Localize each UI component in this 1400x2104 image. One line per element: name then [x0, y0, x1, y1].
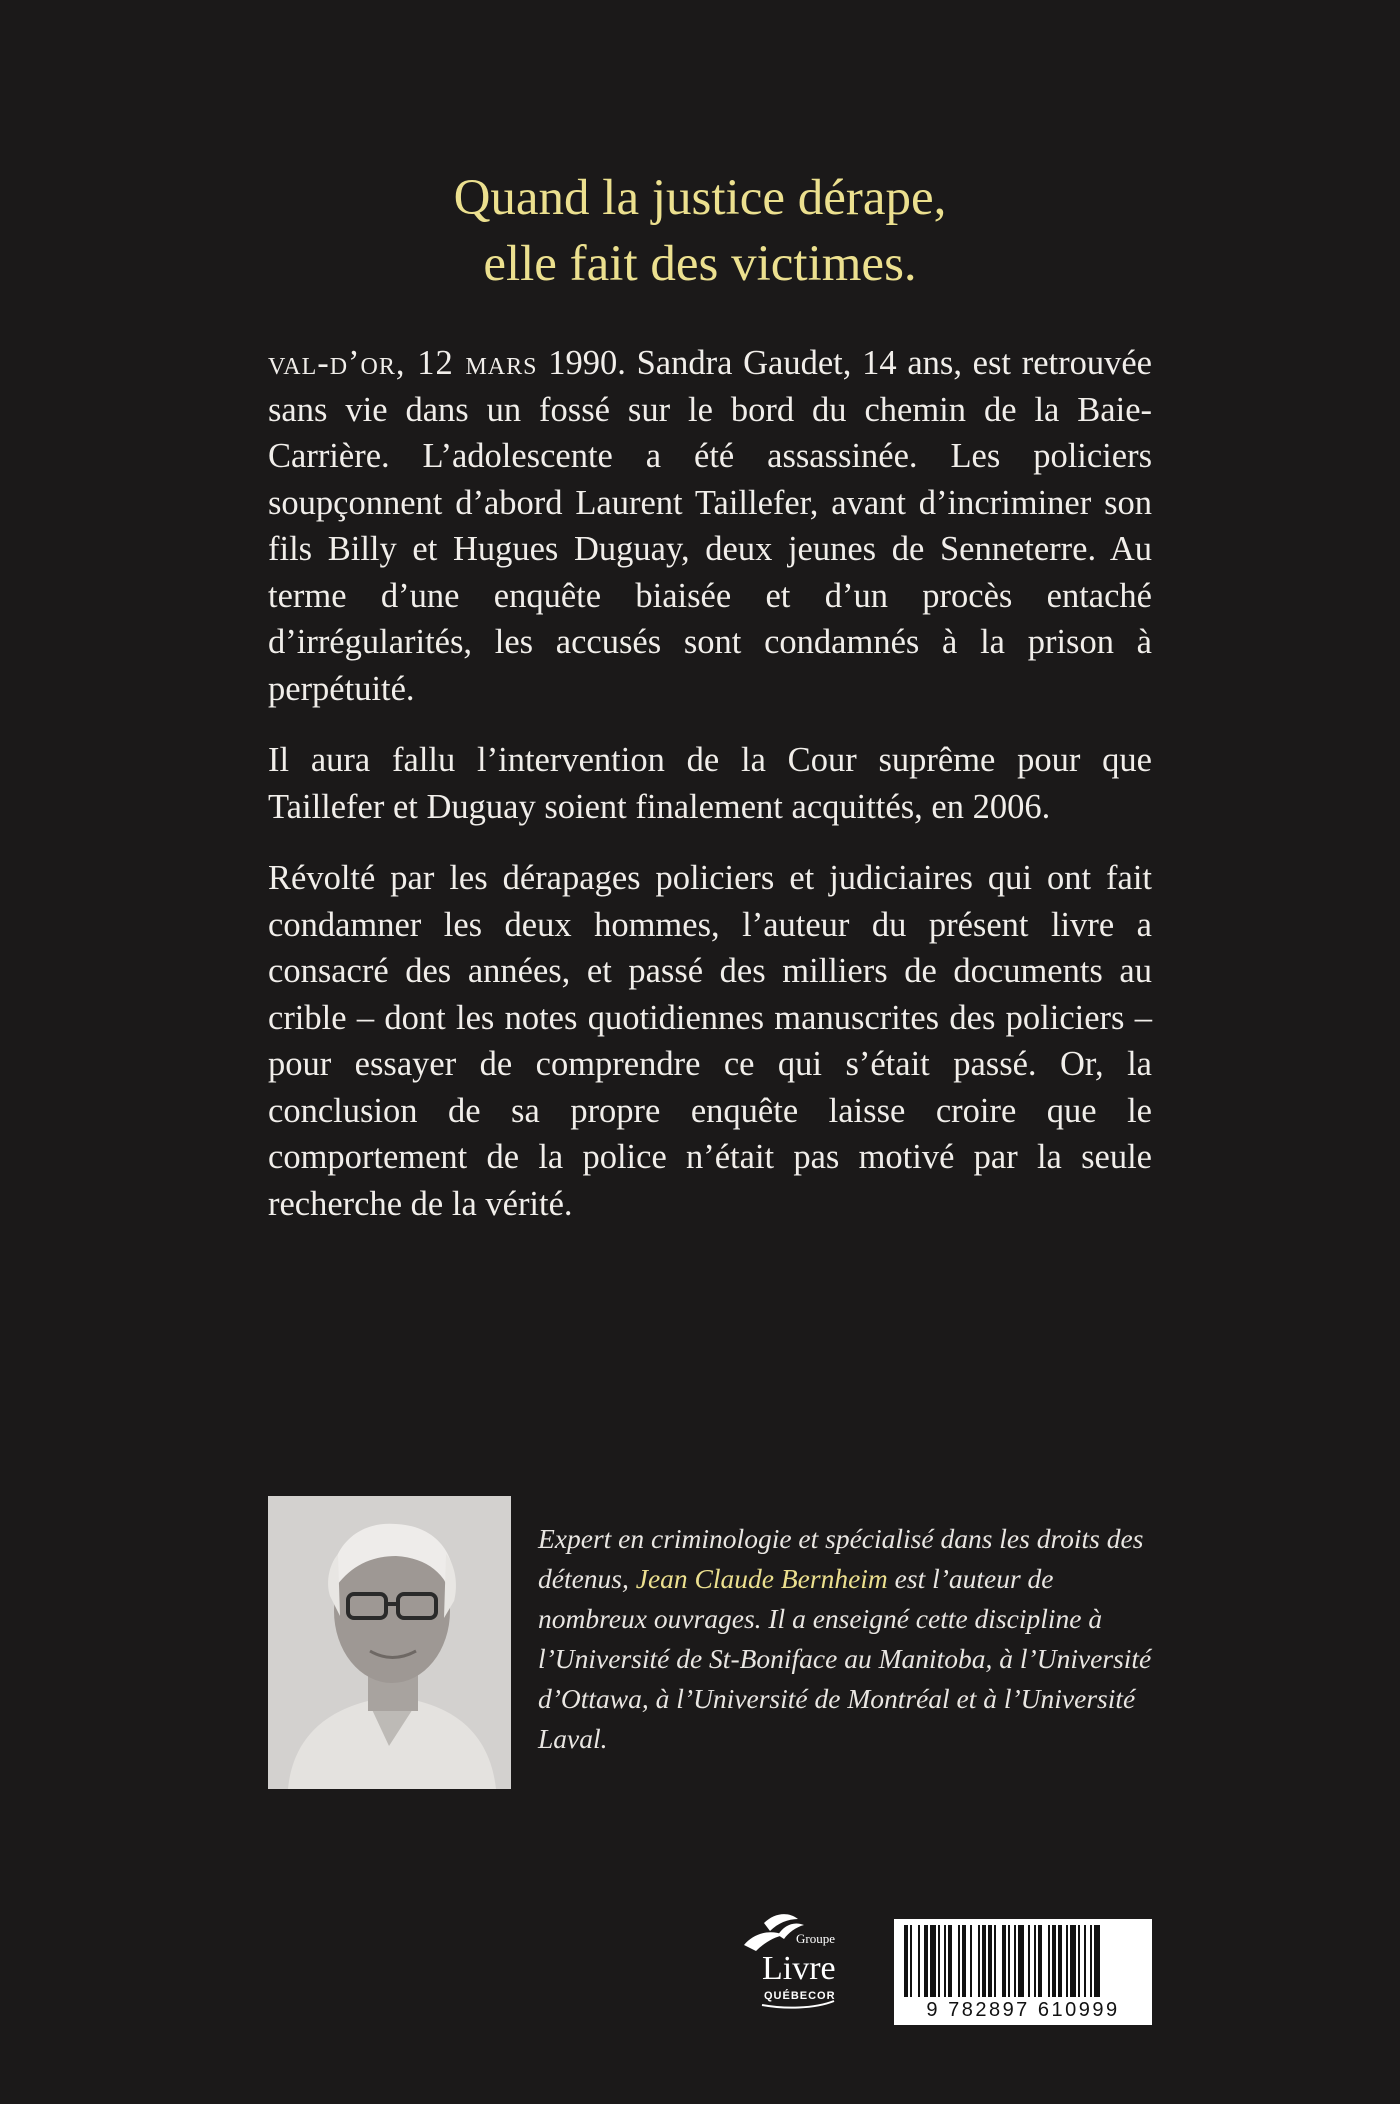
logo-groupe: Groupe [796, 1931, 835, 1946]
synopsis [268, 340, 1152, 1252]
leaf-icon [744, 1932, 784, 1951]
author-bio [538, 1519, 1158, 1759]
synopsis-paragraph-3: Révolté par les dérapages policiers et judiciaires qui ont fait condamner les deux hommes, l’auteur du présent livre a consacré des années, et passé des milliers de documents au crible – dont les notes quotidiennes manuscrites des policiers – pour essayer de comprendre ce qui s’était passé. Or, la conclusion de sa propre enquête laisse croire que le comportement de la police n’était pas motivé par la seule recherche de la vérité. [268, 859, 1152, 1223]
author-portrait-icon [268, 1496, 511, 1789]
publisher-logo [734, 1905, 854, 2015]
isbn-number: 9 782897 610999 [926, 1999, 1120, 2021]
synopsis-paragraph-2: Il aura fallu l’intervention de la Cour suprême pour que Taillefer et Duguay soient finalement acquittés, en 2006. [268, 741, 1152, 826]
barcode-icon [894, 1919, 1152, 1999]
logo-livre: Livre [762, 1950, 836, 1987]
isbn-barcode [894, 1919, 1152, 2025]
tagline [0, 165, 1400, 297]
synopsis-paragraph-1 [268, 340, 1152, 712]
synopsis-paragraph-1-text: 1990. Sandra Gaudet, 14 ans, est retrouvée sans vie dans un fossé sur le bord du chemin de la Baie-Carrière. L’adolescente a été assassinée. Les policiers soupçonnent d’abord Laurent Taillefer, avant d’incriminer son fils Billy et Hugues Duguay, deux jeunes de Senneterre. Au terme d’une enquête biaisée et d’un procès entaché d’irrégularités, les accusés sont condamnés à la prison à perpétuité. [268, 344, 1152, 708]
synopsis-lead: val-d’or, 12 mars [268, 344, 538, 382]
tagline-line-2: elle fait des victimes. [483, 236, 917, 292]
author-photo [268, 1496, 511, 1789]
bio-text-before: Expert en criminologie et spécialisé dans les droits des détenus, [538, 1523, 1144, 1594]
bio-text-after: est l’auteur de nombreux ouvrages. Il a enseigné cette discipline à l’Université de St-Boniface au Manitoba, à l’Université d’Ottawa, à l’Université de Montréal et à l’Université Laval. [538, 1563, 1152, 1754]
logo-quebecor: QUÉBECOR [764, 1990, 836, 2002]
groupe-livre-quebecor-logo [734, 1905, 854, 2015]
author-name: Jean Claude Bernheim [635, 1563, 888, 1594]
tagline-line-1: Quand la justice dérape, [453, 170, 947, 226]
